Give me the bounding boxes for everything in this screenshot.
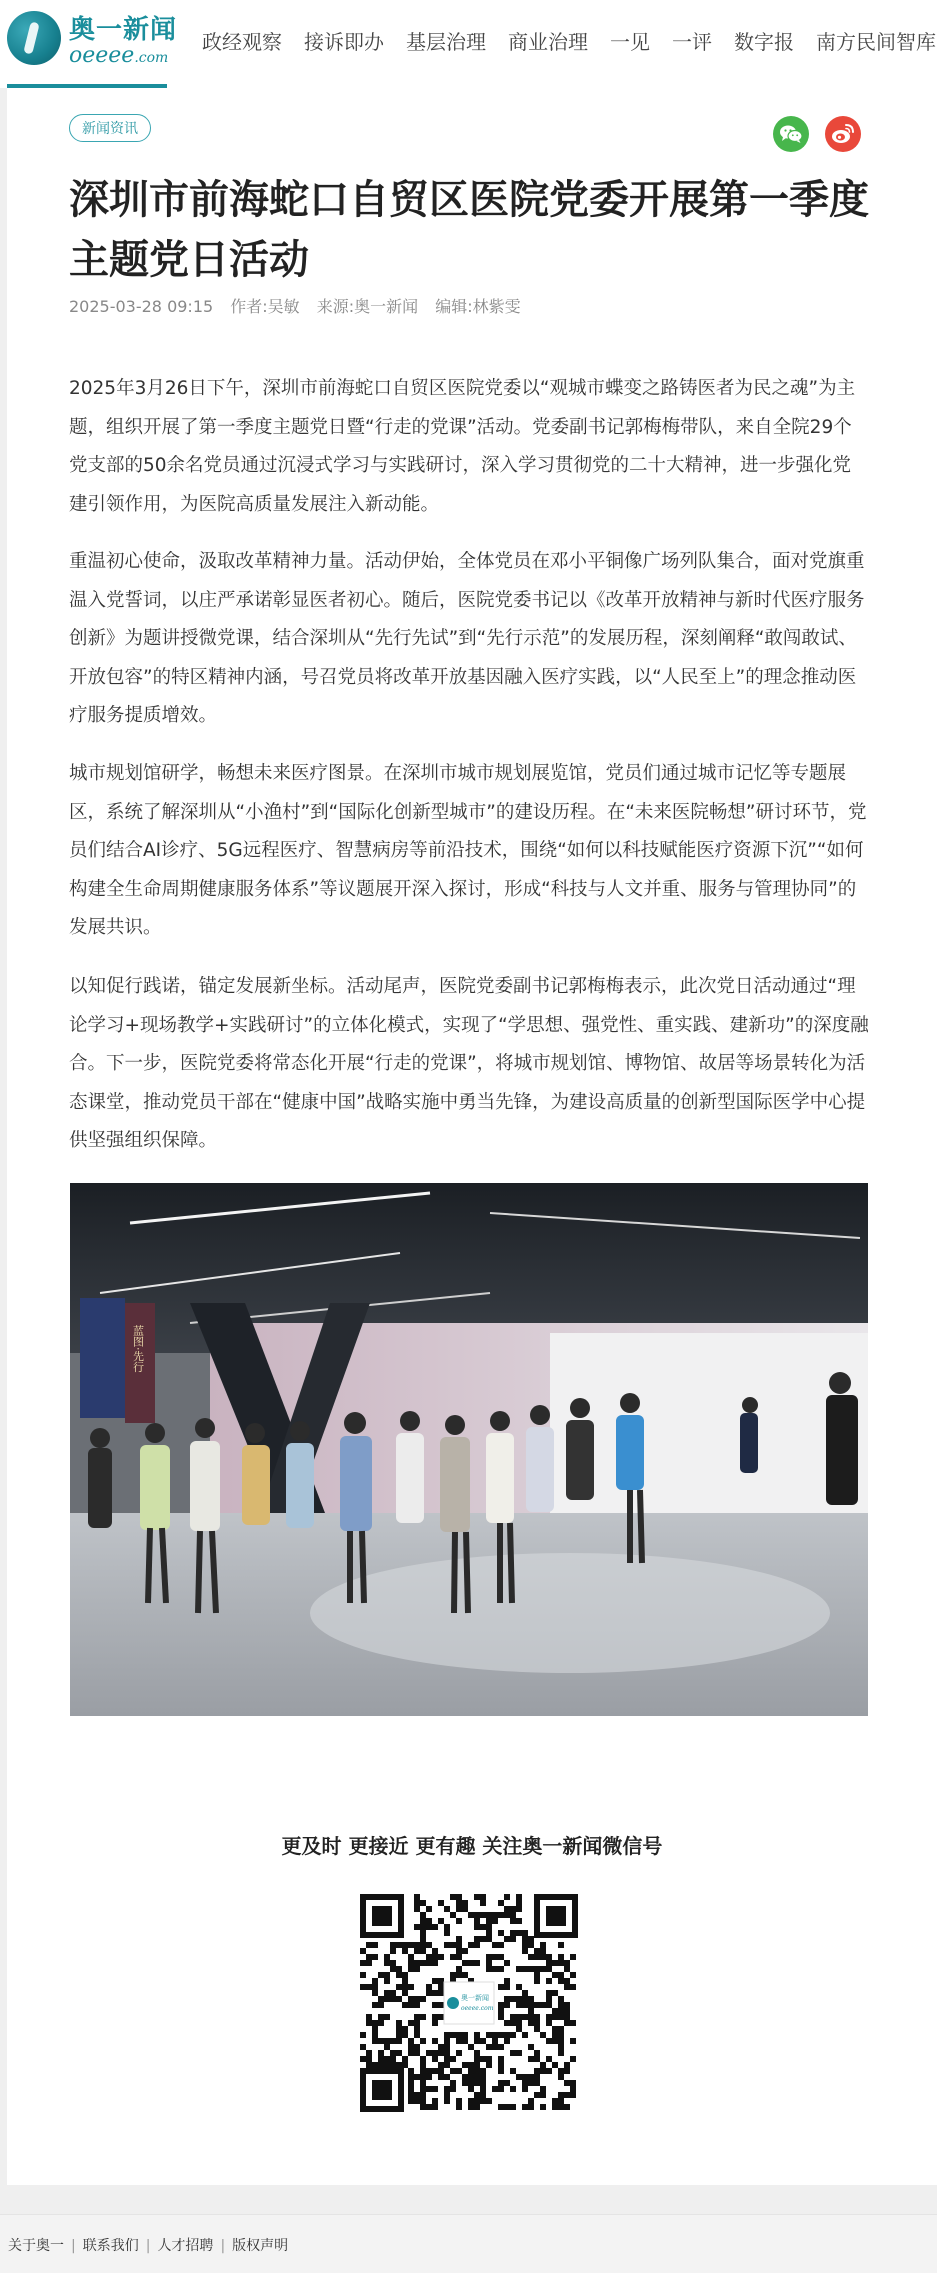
article-meta	[69, 294, 533, 317]
article-author: 作者:吴敏	[230, 297, 300, 316]
article-source: 来源:奥一新闻	[316, 297, 419, 316]
nav-item-yiping[interactable]: 一评	[672, 30, 712, 54]
wechat-qr-code	[360, 1894, 578, 2112]
article-paragraph: 重温初心使命，汲取改革精神力量。活动伊始，全体党员在邓小平铜像广场列队集合，面对党旗重温入党誓词，以庄严承诺彰显医者初心。随后，医院党委书记以《改革开放精神与新时代医疗服务创新》为题讲授微党课，结合深圳从“先行先试”到“先行示范”的发展历程，深刻阐释“敢闯敢试、开放包容”的特区精神内涵，号召党员将改革开放基因融入医疗实践，以“人民至上”的理念推动医疗服务提质增效。	[69, 551, 865, 726]
share-weibo-button[interactable]	[825, 116, 861, 152]
footer-separator: |	[145, 2238, 151, 2254]
site-footer	[0, 2214, 937, 2273]
article-container	[7, 88, 937, 2185]
footer-link-contact[interactable]: 联系我们	[82, 2238, 139, 2254]
logo-text-en: oeeee.com	[69, 43, 169, 68]
article-editor: 编辑:林紫雯	[435, 297, 521, 316]
qr-code-graphic	[360, 1894, 578, 2112]
nav-item-yijian[interactable]: 一见	[610, 30, 650, 54]
wechat-follow-slogan: 更及时 更接近 更有趣 关注奥一新闻微信号	[281, 1834, 663, 1858]
nav-item-politics[interactable]: 政经观察	[202, 30, 282, 54]
footer-links	[8, 2235, 288, 2255]
article-title: 深圳市前海蛇口自贸区医院党委开展第一季度主题党日活动	[69, 177, 869, 283]
article-paragraph: 城市规划馆研学，畅想未来医疗图景。在深圳市城市规划展览馆，党员们通过城市记忆等专题展区，系统了解深圳从“小渔村”到“国际化创新型城市”的建设历程。在“未来医院畅想”研讨环节，党员们结合AI诊疗、5G远程医疗、智慧病房等前沿技术，围绕“如何以科技赋能医疗资源下沉”“如何构建全生命周期健康服务体系”等议题展开深入探讨，形成“科技与人文并重、服务与管理协同”的发展共识。	[69, 763, 867, 938]
category-tag[interactable]: 新闻资讯	[69, 114, 151, 142]
site-logo[interactable]	[7, 5, 178, 83]
footer-separator: |	[220, 2238, 226, 2254]
wechat-icon	[779, 124, 803, 144]
exhibit-sign-text: 蓝图·先行	[131, 1325, 145, 1373]
article-paragraph: 以知促行践诺，锚定发展新坐标。活动尾声，医院党委副书记郭梅梅表示，此次党日活动通过“理论学习+现场教学+实践研讨”的立体化模式，实现了“学思想、强党性、重实践、建新功”的深度融合。下一步，医院党委将常态化开展“行走的党课”，将城市规划馆、博物馆、故居等场景转化为活态课堂，推动党员干部在“健康中国”战略实施中勇当先锋，为建设高质量的创新型国际医学中心提供坚强组织保障。	[69, 976, 869, 1151]
qr-logo-text-cn: 奥一新闻	[461, 1994, 489, 2002]
main-nav	[202, 26, 936, 55]
site-header	[0, 0, 937, 88]
exhibition-photo-illustration	[70, 1183, 868, 1716]
nav-item-think-tank[interactable]: 南方民间智库	[816, 30, 936, 54]
qr-logo-text-en: oeeee.com	[461, 2005, 494, 2012]
logo-mark-icon	[7, 11, 61, 65]
nav-item-complaints[interactable]: 接诉即办	[304, 30, 384, 54]
nav-item-grassroots[interactable]: 基层治理	[406, 30, 486, 54]
weibo-icon	[831, 123, 855, 145]
nav-item-business[interactable]: 商业治理	[508, 30, 588, 54]
logo-text-cn: 奥一新闻	[69, 15, 178, 45]
footer-link-copyright[interactable]: 版权声明	[232, 2238, 289, 2254]
article-paragraph: 2025年3月26日下午，深圳市前海蛇口自贸区医院党委以“观城市蝶变之路铸医者为民之魂”为主题，组织开展了第一季度主题党日暨“行走的党课”活动。党委副书记郭梅梅带队，来自全院29个党支部的50余名党员通过沉浸式学习与实践研讨，深入学习贯彻党的二十大精神，进一步强化党建引领作用，为医院高质量发展注入新动能。	[69, 378, 856, 515]
article-photo	[70, 1183, 868, 1716]
share-wechat-button[interactable]	[773, 116, 809, 152]
footer-separator: |	[71, 2238, 76, 2254]
footer-link-careers[interactable]: 人才招聘	[157, 2238, 214, 2254]
nav-item-digital-paper[interactable]: 数字报	[734, 30, 794, 54]
footer-link-about[interactable]: 关于奥一	[8, 2238, 64, 2254]
publish-datetime: 2025-03-28 09:15	[69, 297, 214, 316]
